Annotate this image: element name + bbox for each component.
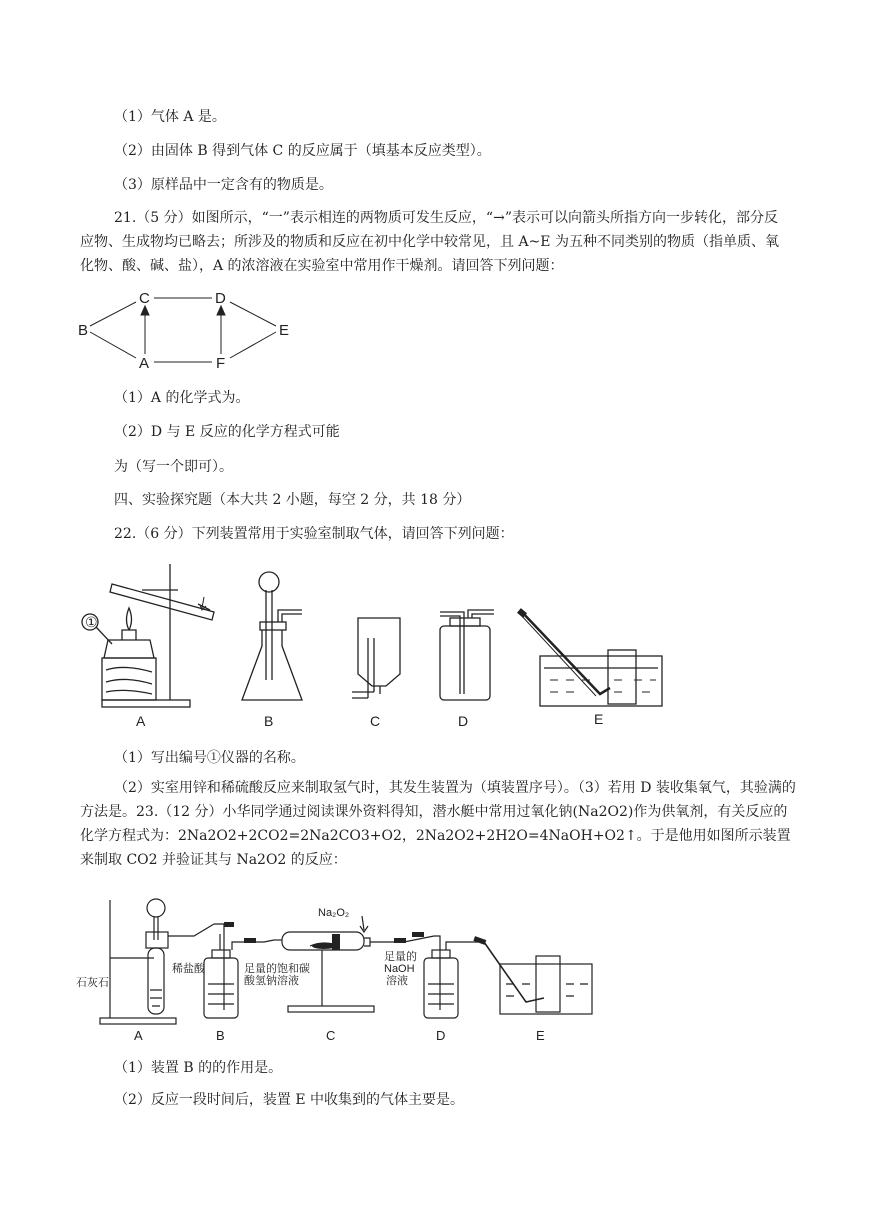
q20-part2: （2）由固体 B 得到气体 C 的反应属于（填基本反应类型）。 (114, 143, 491, 159)
q22-part1: （1）写出编号①仪器的名称。 (114, 750, 305, 766)
nahco3-label-2: 酸氢钠溶液 (244, 975, 299, 987)
naoh-label-2: NaOH (384, 963, 415, 975)
q21-part1: （1）A 的化学式为。 (114, 390, 250, 406)
setup-e (484, 942, 592, 1014)
label-c: C (370, 713, 381, 729)
instrument-1-marker: ① (85, 614, 98, 630)
nahco3-label-1: 足量的饱和碳 (244, 963, 310, 975)
q20-part1: （1）气体 A 是。 (114, 109, 226, 125)
setup-label-c: C (326, 1028, 336, 1042)
gas-apparatus-figure (74, 560, 664, 732)
edge-d-e (230, 302, 276, 326)
edge-b-c (90, 302, 136, 326)
setup-label-b: B (216, 1028, 225, 1042)
node-f: F (216, 355, 226, 370)
edge-b-a (90, 332, 136, 358)
apparatus-b (242, 572, 302, 700)
q22-stem: 22.（6 分）下列装置常用于实验室制取气体，请回答下列问题： (114, 526, 514, 542)
arrowhead-d (217, 306, 225, 315)
arrowhead-c (141, 306, 149, 315)
reaction-network-diagram (74, 286, 304, 370)
label-b: B (264, 713, 274, 729)
apparatus-d (440, 610, 494, 700)
limestone-label: 石灰石 (76, 977, 109, 989)
node-d: D (215, 290, 226, 307)
co2-na2o2-apparatus-figure (74, 894, 594, 1042)
setup-a (100, 899, 214, 1024)
node-b: B (78, 322, 89, 339)
edge-f-e (230, 332, 276, 358)
apparatus-e (520, 610, 662, 706)
section-4-heading: 四、实验探究题（本大共 2 小题，每空 2 分，共 18 分） (114, 492, 471, 508)
q21-part2: （2）D 与 E 反应的化学方程式可能 (114, 424, 340, 440)
naoh-label-1: 足量的 (384, 951, 417, 963)
dilute-hcl-label: 稀盐酸 (172, 963, 205, 975)
q23-part1: （1）装置 B 的的作用是。 (114, 1060, 283, 1076)
apparatus-c (352, 618, 400, 698)
setup-label-e: E (536, 1028, 545, 1042)
setup-label-a: A (134, 1028, 143, 1042)
q21-part2-cont: 为（写一个即可）。 (114, 459, 233, 475)
na2o2-label: Na₂O₂ (318, 907, 350, 919)
label-d: D (458, 713, 469, 729)
q20-part3: （3）原样品中一定含有的物质是。 (114, 177, 333, 193)
node-a: A (139, 355, 150, 370)
node-c: C (139, 290, 150, 307)
naoh-label-3: 溶液 (386, 975, 408, 987)
apparatus-a (82, 564, 214, 707)
q22-q23-paragraph: （2）实室用锌和稀硫酸反应来制取氢气时，其发生装置为（填装置序号）。（3）若用 D 装收集氧气，其验满的方法是。23.（12 分）小华同学通过阅读课外资料得知，潜水艇中常用过氧化钠(Na2O2)作为供氧剂，有关反应的化学方程式为：2Na2O2+2CO2=2Na2CO3+O2，2Na2O2+2H2O=4NaOH+O2↑。于是他用如图所示装置来制取 CO2 并验证其与 Na2O2 的反应： (80, 780, 796, 868)
label-a: A (136, 713, 146, 729)
q21-stem: 21.（5 分）如图所示，“一”表示相连的两物质可发生反应，“→”表示可以向箭头所指方向一步转化，部分反应物、生成物均已略去；所涉及的物质和反应在初中化学中较常见，且 A~E 为五种不同类别的物质（指单质、氧化物、酸、碱、盐），A 的浓溶液在实验室中常用作干燥剂。请回答下列问题： (80, 210, 779, 274)
label-e: E (594, 711, 604, 727)
node-e: E (279, 322, 290, 339)
setup-label-d: D (436, 1028, 446, 1042)
q23-part2: （2）反应一段时间后，装置 E 中收集到的气体主要是。 (114, 1092, 465, 1108)
